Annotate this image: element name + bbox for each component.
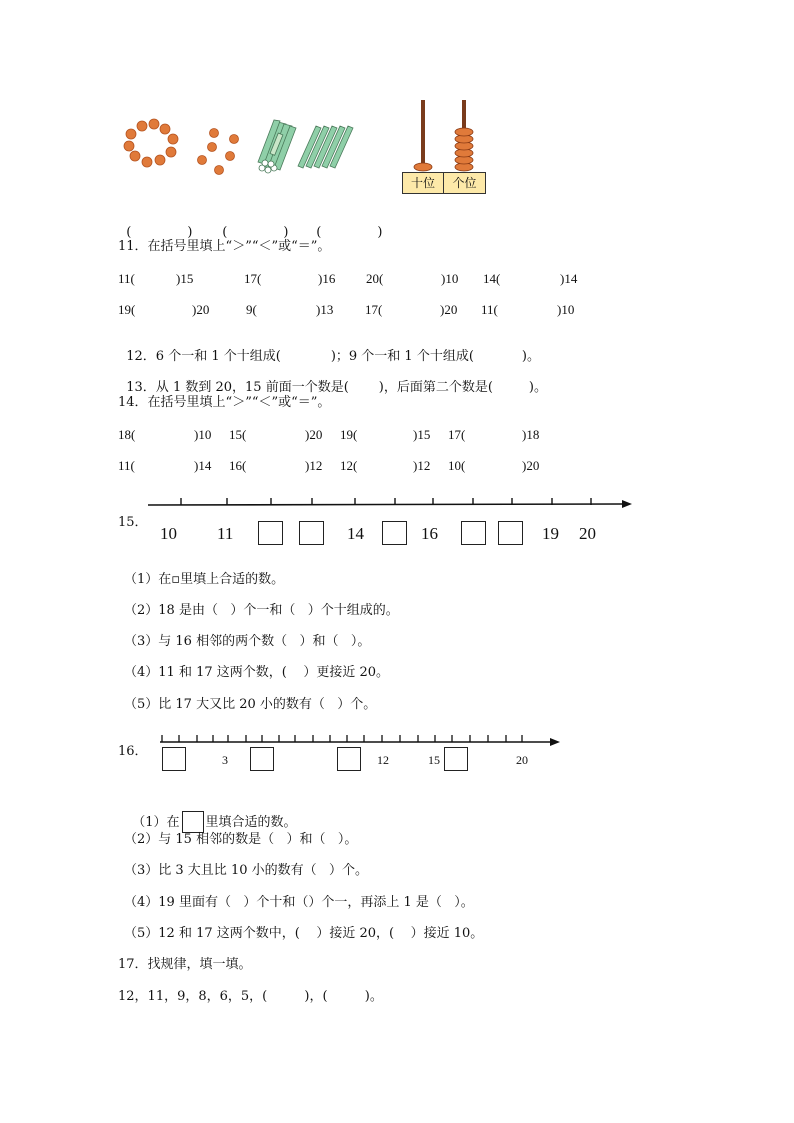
q14-row1-cell4b: )18: [522, 427, 540, 442]
q11-row2-cell4: 11(: [481, 302, 498, 317]
q11-row1-cell2: 17(: [244, 271, 262, 286]
q11-row1-cell1: 11(: [118, 271, 135, 286]
q11-row2-cell2: 9(: [246, 302, 257, 317]
q14-row2-cell3: 12(: [340, 458, 358, 473]
q14-row2-cell1: 11(: [118, 458, 135, 473]
q14-row1-cell3: 19(: [340, 427, 358, 442]
q11-row2-cell1b: )20: [192, 302, 210, 317]
nl15-tick-10: 10: [160, 524, 177, 543]
q11-row1-cell4: 14(: [483, 271, 501, 286]
question-11-title: 11．在括号里填上“＞”“＜”或“＝”。: [118, 239, 331, 254]
q11-row2-cell3: 17(: [365, 302, 383, 317]
q11-row2-cell3b: )20: [440, 302, 458, 317]
nl16-answer-box-4[interactable]: [444, 747, 468, 771]
nl16-tick-15: 15: [428, 753, 440, 767]
nl16-answer-box-3[interactable]: [337, 747, 361, 771]
nl15-answer-box-18[interactable]: [498, 521, 523, 545]
nl16-tick-12: 12: [377, 753, 389, 767]
q14-row2-cell4b: )20: [522, 458, 540, 473]
nl16-answer-box-2[interactable]: [250, 747, 274, 771]
abacus-tens-label: 十位: [402, 172, 444, 194]
q14-row1-cell3b: )15: [413, 427, 431, 442]
question-16-label: 16．: [118, 744, 148, 759]
nl15-tick-20: 20: [579, 524, 596, 543]
q14-row2-cell2b: )12: [305, 458, 323, 473]
question-17-title: 17．找规律，填一填。: [118, 957, 252, 972]
scattered-beads-picture: [194, 126, 242, 176]
question-15-label: 15．: [118, 515, 148, 530]
abacus-picture: [404, 96, 484, 174]
q14-row1-cell1: 18(: [118, 427, 136, 442]
q11-row1-cell4b: )14: [560, 271, 578, 286]
nl15-tick-11: 11: [217, 524, 234, 543]
q11-row2-cell1: 19(: [118, 302, 136, 317]
q16-sub-5: （5）12 和 17 这两个数中，( ）接近 20，( ）接近 10。: [124, 926, 484, 941]
q14-row2-cell3b: )12: [413, 458, 431, 473]
question-13: 13．从 1 数到 20，15 前面一个数是( )，后面第二个数是( )。: [126, 380, 547, 395]
nl16-tick-20: 20: [516, 753, 528, 767]
question-14-title: 14．在括号里填上“＞”“＜”或“＝”。: [118, 395, 331, 410]
q14-row2-cell4: 10(: [448, 458, 466, 473]
answer-blank-3[interactable]: ( ): [316, 225, 383, 240]
stick-bundle-picture: [252, 118, 362, 180]
question-12: 12．6 个一和 1 个十组成( )；9 个一和 1 个十组成( )。: [126, 349, 540, 364]
q14-row1-cell2: 15(: [229, 427, 247, 442]
nl15-tick-14: 14: [347, 524, 364, 543]
bead-ring-picture: [118, 112, 188, 172]
nl15-tick-16: 16: [421, 524, 438, 543]
q16-sub-4: （4）19 里面有（ ）个十和（）个一，再添上 1 是（ ）。: [124, 895, 474, 910]
question-17-sequence: 12，11，9，8，6，5，( )，( )。: [118, 989, 383, 1004]
q11-row1-cell3b: )10: [441, 271, 459, 286]
q15-sub-2: （2）18 是由（ ）个一和（ ）个十组成的。: [124, 603, 399, 618]
q14-row1-cell2b: )20: [305, 427, 323, 442]
q15-sub-3: （3）与 16 相邻的两个数（ ）和（ ）。: [124, 634, 371, 649]
q15-sub-4: （4）11 和 17 这两个数，( ）更接近 20。: [124, 665, 390, 680]
nl15-answer-box-13[interactable]: [299, 521, 324, 545]
nl15-answer-box-12[interactable]: [258, 521, 283, 545]
nl15-answer-box-15[interactable]: [382, 521, 407, 545]
q11-row1-cell2b: )16: [318, 271, 336, 286]
q16-sub-2: （2）与 15 相邻的数是（ ）和（ ）。: [124, 832, 358, 847]
abacus-ones-label: 个位: [443, 172, 486, 194]
nl15-tick-19: 19: [542, 524, 559, 543]
q16-sub-1: （1）在 里填合适的数。: [124, 795, 297, 833]
number-line-15: [140, 494, 635, 516]
q14-row2-cell1b: )14: [194, 458, 212, 473]
q11-row1-cell3: 20(: [366, 271, 384, 286]
answer-blank-2[interactable]: ( ): [222, 225, 289, 240]
q11-row1-cell1b: )15: [176, 271, 194, 286]
q14-row2-cell2: 16(: [229, 458, 247, 473]
nl15-answer-box-17[interactable]: [461, 521, 486, 545]
q14-row1-cell1b: )10: [194, 427, 212, 442]
nl16-tick-3: 3: [222, 753, 228, 767]
q15-sub-5: （5）比 17 大又比 20 小的数有（ ）个。: [124, 697, 377, 712]
q15-sub-1: （1）在▫里填上合适的数。: [124, 572, 285, 587]
q11-row2-cell4b: )10: [557, 302, 575, 317]
q14-row1-cell4: 17(: [448, 427, 466, 442]
q16-sub-3: （3）比 3 大且比 10 小的数有（ ）个。: [124, 863, 369, 878]
q11-row2-cell2b: )13: [316, 302, 334, 317]
nl16-answer-box-1[interactable]: [162, 747, 186, 771]
answer-blank-1[interactable]: ( ): [126, 225, 193, 240]
